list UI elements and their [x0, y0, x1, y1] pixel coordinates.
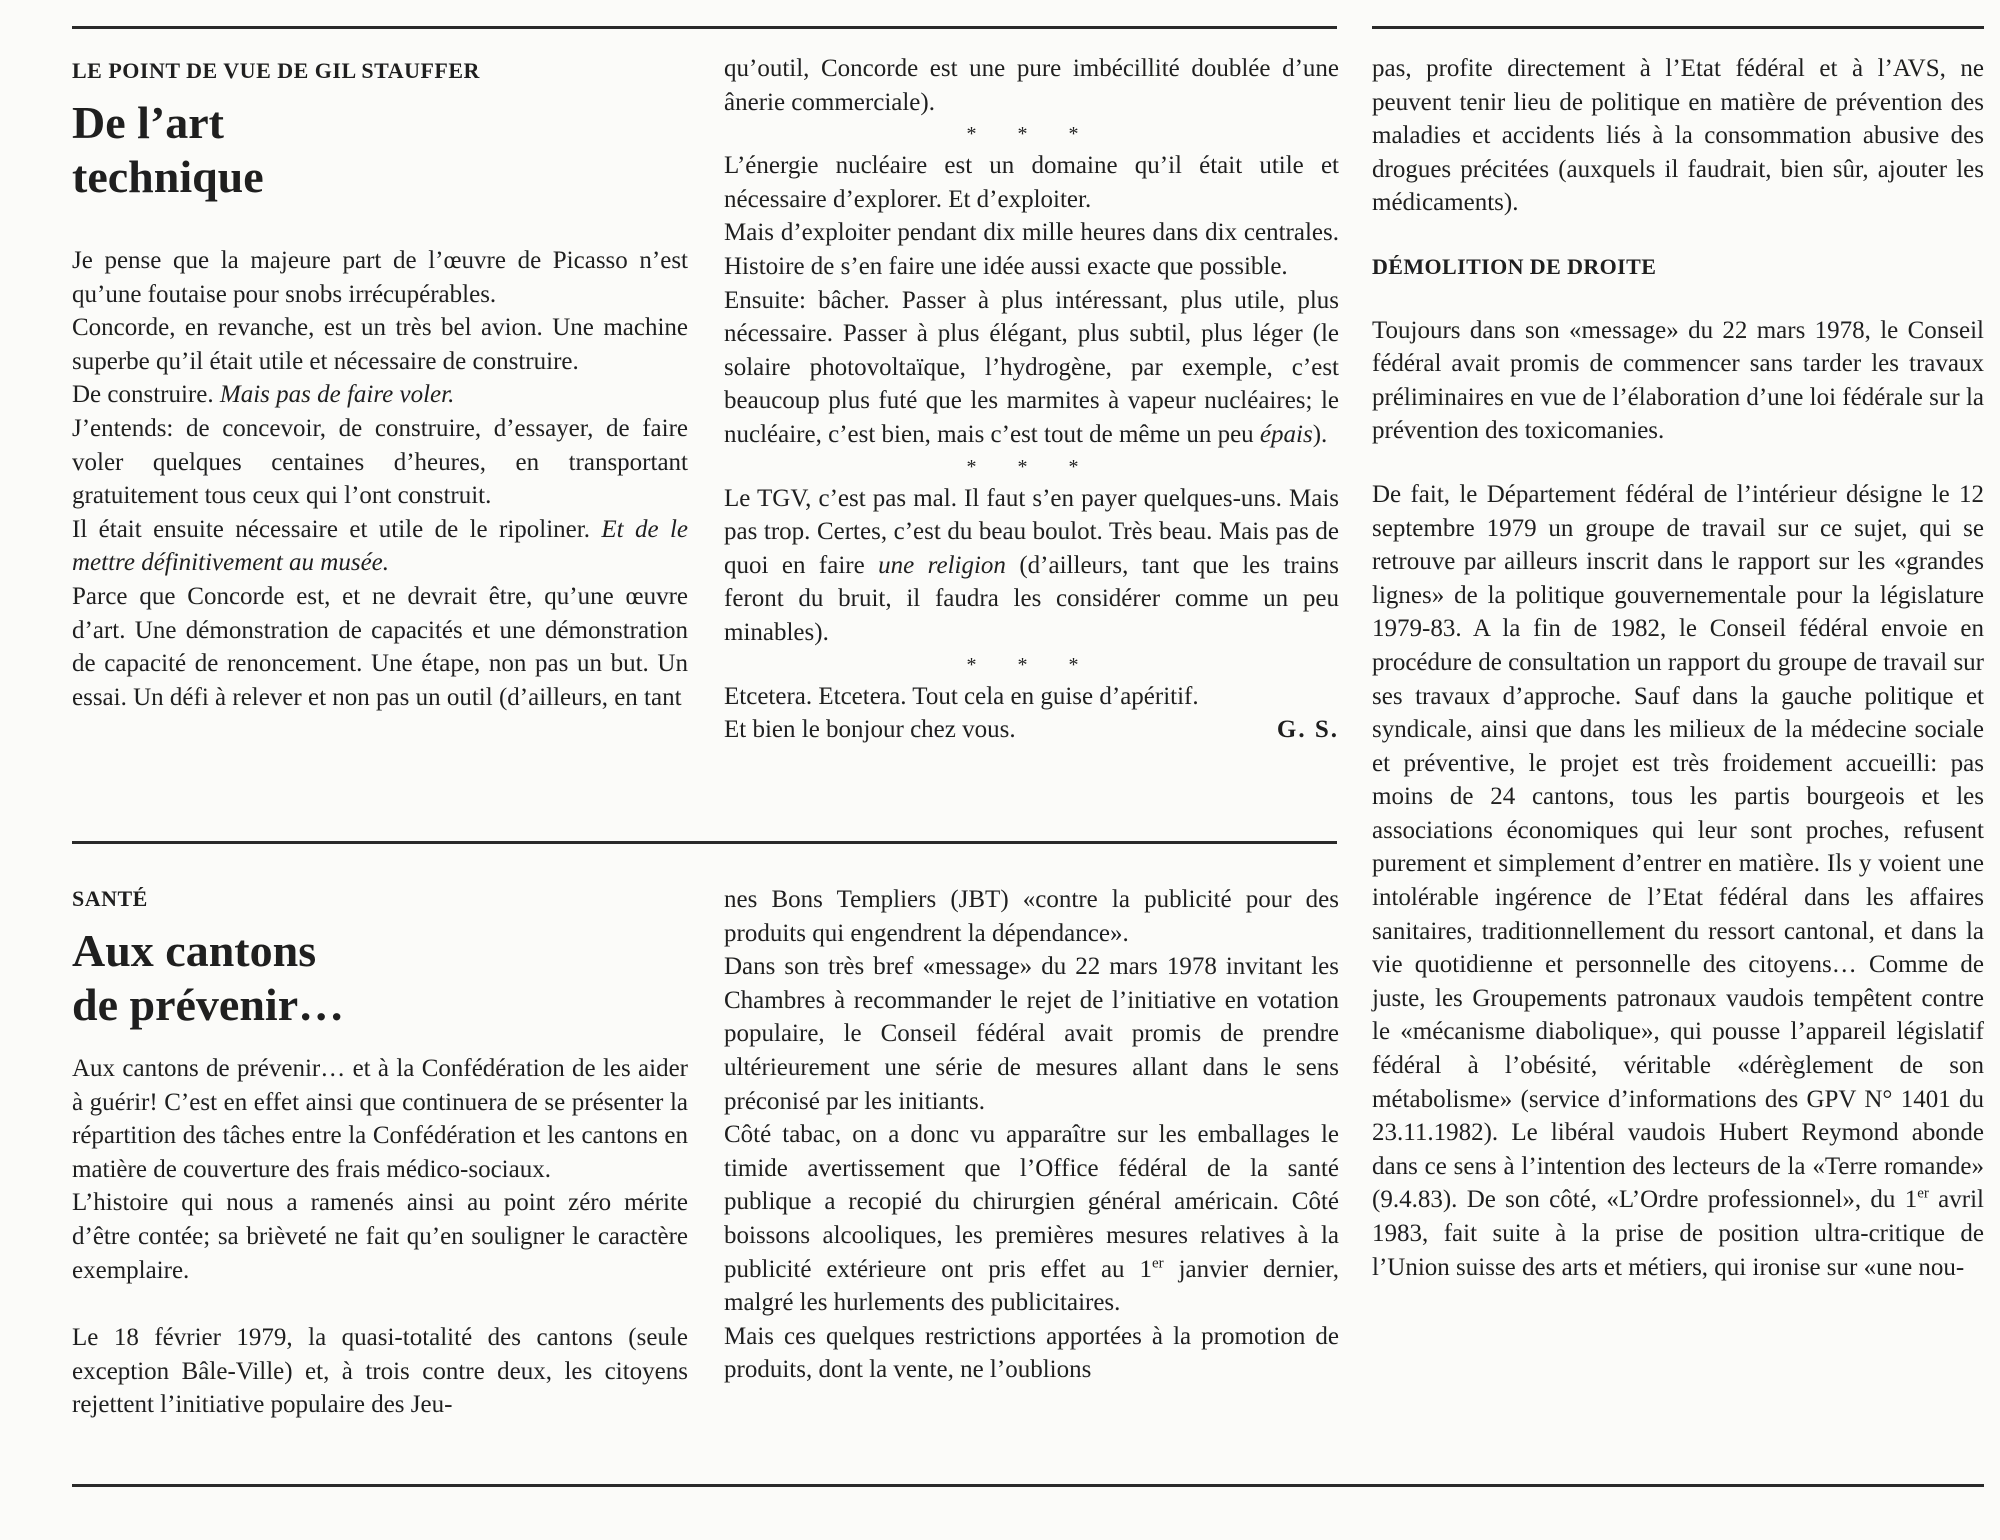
section-separator: * * * — [966, 455, 1097, 478]
text-run: Il était ensuite nécessaire et utile de le ripoliner. — [72, 515, 602, 543]
kicker-stauffer: LE POINT DE VUE DE GIL STAUFFER — [72, 58, 480, 83]
paragraph: Toujours dans son «message» du 22 mars 1978, le Conseil fédéral avait promis de commencer sans tarder les travaux préliminaires en vue de l’élaboration d’une loi fédérale sur la prévention des toxicomanies. — [1372, 316, 1984, 445]
text-run: De fait, le Département fédéral de l’intérieur désigne le 12 septembre 1979 un groupe de travail sur ce sujet, qui se retrouve par ailleurs inscrit dans le rapport sur les «grandes lignes» de la politique gouvernementale pour la législature 1979-83. A la fin de 1982, le Conseil fédéral envoie en procédure de consultation un rapport du groupe de travail sur ses travaux d’approche. Sauf dans la gauche politique et syndicale, ainsi que dans les milieux de la médecine sociale et préventive, le projet est très froidement accueilli: pas moins de 24 cantons, tous les partis bourgeois et les associations économiques qui leur sont proches, refusent purement et simplement d’entrer en matière. Ils y voient une intolérable ingérence de l’Etat fédéral dans les affaires sanitaires, traditionnellement du ressort cantonal, et dans la vie quotidienne et personnelle des citoyens… Comme de juste, les Groupements patronaux vaudois tempêtent contre le «mécanisme diabolique», qui pousse l’appareil législatif fédéral à l’obésité, véritable «dérèglement de son métabolisme» (service d’informations des GPV N° 1401 du 23.11.1982). Le libéral vaudois Hubert Reymond abonde dans ce sens à l’intention des lecteurs de la «Terre romande» (9.4.83). De son côté, «L’Ordre professionnel», du 1 — [1372, 480, 1984, 1214]
text-run: Ensuite: bâcher. Passer à plus intéressant, plus utile, plus nécessaire. Passer à plus élégant, plus subtil, plus léger (le solaire photovoltaïque, l’hydrogène, par exemple, c’est beaucoup plus futé que les marmites à vapeur nucléaires; le nucléaire, c’est bien, mais c’est tout de même un peu — [724, 286, 1339, 448]
paragraph — [724, 1118, 1339, 1320]
italic-run: Et de le mettre définitivement au musée. — [72, 515, 688, 577]
paragraph: nes Bons Templiers (JBT) «contre la publicité pour des produits qui engendrent la dépendance». — [724, 886, 1339, 947]
headline-line-1: De l’art — [72, 97, 224, 148]
italic-run: une religion — [878, 551, 1006, 579]
middle-rule — [72, 841, 1337, 844]
paragraph: Aux cantons de prévenir… et à la Confédération de les aider à guérir! C’est en effet ainsi que continuera de se présenter la répartition des tâches entre la Confédération et les cantons en matière de couverture des frais médico-sociaux. — [72, 1055, 688, 1183]
paragraph-gap — [72, 1287, 688, 1321]
text-run: Le TGV, c’est pas mal. Il faut s’en payer quelques-uns. Mais pas trop. Certes, c’est du beau boulot. Très beau. Mais pas de quoi en faire — [724, 484, 1339, 579]
paragraph: Etcetera. Etcetera. Tout cela en guise d’apéritif. — [724, 682, 1199, 710]
superscript: er — [1152, 1255, 1164, 1272]
paragraph: pas, profite directement à l’Etat fédéral et à l’AVS, ne peuvent tenir lieu de politique en matière de prévention des maladies et accidents liés à la consommation abusive des drogues précitées (auxquels il faudrait, bien sûr, ajouter les médicaments). — [1372, 55, 1984, 217]
text-run: Côté tabac, on a donc vu apparaître sur les emballages le timide avertissement que l’Office fédéral de la santé publique a recopié du chirurgien général américain. Côté boissons alcooliques, les premières mesures relatives à la publicité extérieure ont pris effet au 1 — [724, 1121, 1339, 1283]
text-run: janvier dernier, malgré les hurlements des publicitaires. — [724, 1255, 1340, 1317]
text-run: avril 1983, fait suite à la prise de position ultra-critique de l’Union suisse des arts et métiers, qui ironise sur «une nou- — [1372, 1186, 1984, 1281]
article-sante-header — [72, 886, 692, 1032]
author-signature: G. S. — [1276, 716, 1339, 744]
paragraph-gap — [1372, 448, 1984, 478]
headline-line-1: Aux cantons — [72, 925, 317, 976]
closing-text: Et bien le bonjour chez vous. — [724, 716, 1016, 744]
text-run: De construire. — [72, 381, 220, 409]
paragraph: J’entends: de concevoir, de construire, d’essayer, de faire voler quelques centaines d’heures, en transportant gratuitement tous ceux qui l’ont construit. — [72, 414, 688, 510]
paragraph — [724, 482, 1339, 650]
headline-aux-cantons — [72, 924, 692, 1032]
top-rule-right — [1372, 26, 1984, 29]
paragraph — [72, 378, 688, 412]
paragraph: Concorde, en revanche, est un très bel avion. Une machine superbe qu’il était utile et nécessaire de construire. — [72, 314, 688, 375]
italic-run: Mais pas de faire voler. — [219, 381, 455, 409]
article-stauffer-header — [72, 58, 692, 204]
headline-line-2: de prévenir… — [72, 979, 345, 1030]
right-column — [1372, 52, 1984, 1284]
section-separator: * * * — [966, 123, 1097, 146]
paragraph-gap — [1372, 220, 1984, 250]
closing-line — [724, 713, 1339, 747]
paragraph: L’énergie nucléaire est un domaine qu’il était utile et nécessaire d’explorer. Et d’exploiter. — [724, 152, 1339, 213]
paragraph-gap — [1372, 284, 1984, 314]
paragraph — [72, 513, 688, 580]
paragraph: Parce que Concorde est, et ne devrait être, qu’une œuvre d’art. Une démonstration de capacités et une démonstration de capacité de renoncement. Une étape, non pas un but. Un essai. Un défi à relever et non pas un outil (d’ailleurs, en tant — [72, 582, 688, 711]
paragraph: Dans son très bref «message» du 22 mars 1978 invitant les Chambres à recommander le rejet de l’initiative en votation populaire, le Conseil fédéral avait promis de prendre ultérieurement une série de mesures allant dans le sens préconisé par les initiants. — [724, 953, 1339, 1115]
paragraph: Mais ces quelques restrictions apportées à la promotion de produits, dont la vente, ne l’oublions — [724, 1322, 1339, 1384]
paragraph: Mais d’exploiter pendant dix mille heures dans dix centrales. Histoire de s’en faire une idée aussi exacte que possible. — [724, 219, 1339, 280]
text-run: (d’ailleurs, tant que les trains feront du bruit, il faudra les considérer comme un peu minables). — [724, 551, 1339, 646]
bottom-rule — [72, 1484, 1984, 1487]
article-stauffer-col-2 — [724, 52, 1339, 747]
subhead-demolition: DÉMOLITION DE DROITE — [1372, 253, 1657, 279]
paragraph: qu’outil, Concorde est une pure imbécillité doublée d’une ânerie commerciale). — [724, 55, 1339, 116]
paragraph: L’histoire qui nous a ramenés ainsi au point zéro mérite d’être contée; sa brièveté ne fait qu’en souligner le caractère exemplaire. — [72, 1189, 688, 1284]
paragraph — [1372, 478, 1984, 1284]
article-stauffer-col-1 — [72, 244, 688, 714]
article-sante-col-2 — [724, 883, 1339, 1387]
italic-run: épais — [1259, 420, 1313, 448]
top-rule-left — [72, 26, 1337, 29]
article-sante-col-1 — [72, 1052, 688, 1422]
headline-line-2: technique — [72, 151, 264, 202]
paragraph — [724, 284, 1339, 452]
superscript: er — [1917, 1186, 1929, 1203]
paragraph: Je pense que la majeure part de l’œuvre de Picasso n’est qu’une foutaise pour snobs irrécupérables. — [72, 247, 688, 308]
section-separator: * * * — [966, 653, 1097, 676]
headline-art-technique — [72, 96, 692, 204]
paragraph: Le 18 février 1979, la quasi-totalité des cantons (seule exception Bâle-Ville) et, à trois contre deux, les citoyens rejettent l’initiative populaire des Jeu- — [72, 1324, 688, 1419]
kicker-sante: SANTÉ — [72, 886, 148, 911]
text-run: ). — [1312, 420, 1328, 448]
